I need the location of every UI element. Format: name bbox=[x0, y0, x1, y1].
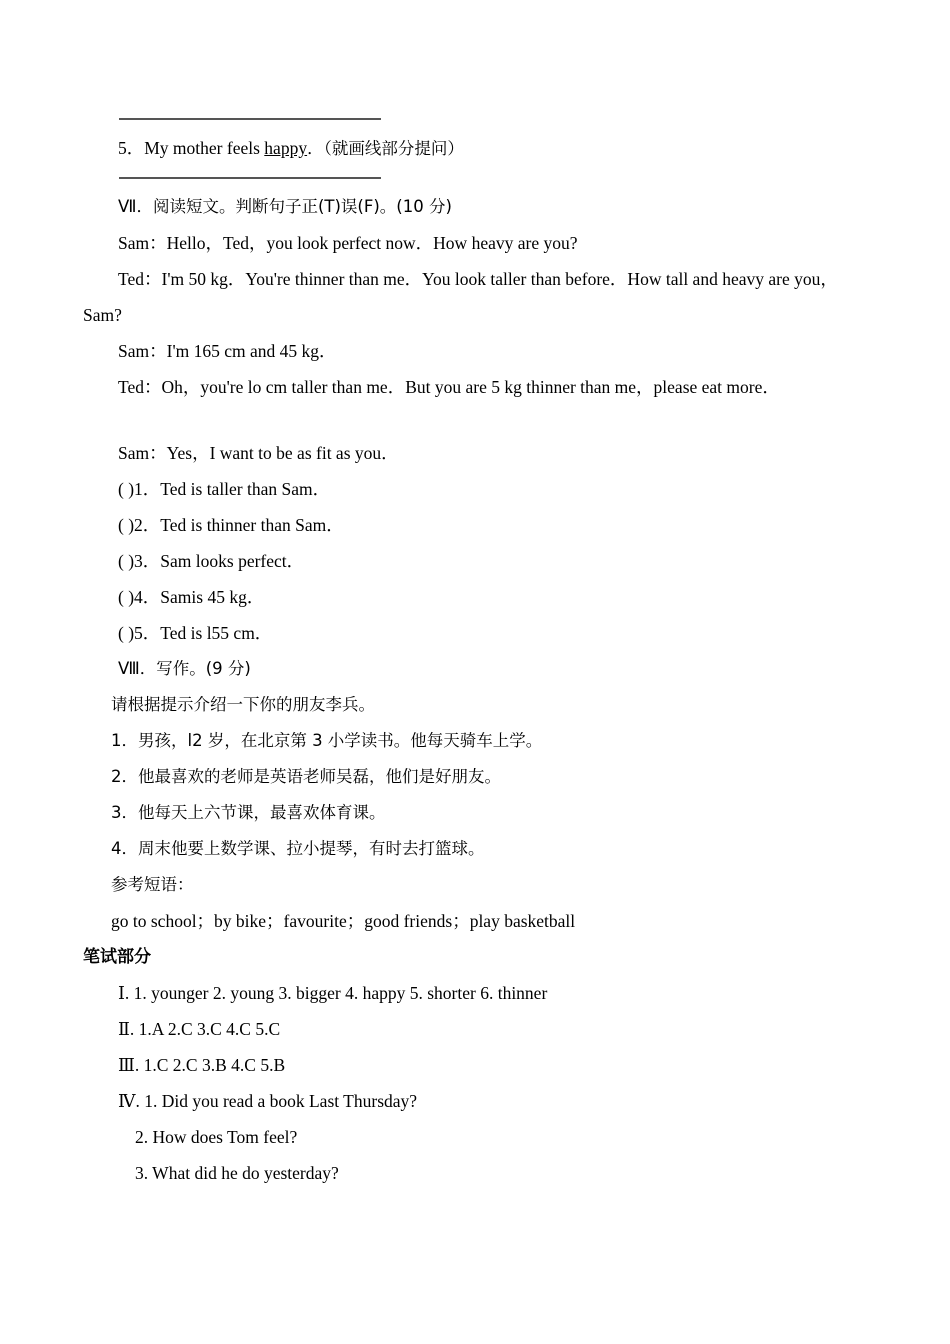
section-8-point-2: 2．他最喜欢的老师是英语老师吴磊，他们是好朋友。 bbox=[111, 767, 501, 786]
dialogue-gap bbox=[83, 405, 873, 435]
answer-line-4: Ⅳ. 1. Did you read a book Last Thursday? bbox=[118, 1091, 418, 1111]
answer-section-heading: 笔试部分 bbox=[83, 947, 151, 967]
dialogue-line-1: Sam：Hello，Ted，you look perfect now．How heavy are you? bbox=[118, 233, 578, 253]
answer-line-3: Ⅲ. 1.C 2.C 3.B 4.C 5.B bbox=[118, 1055, 286, 1075]
dialogue-line-5: Sam：Yes，I want to be as fit as you． bbox=[118, 443, 399, 463]
section-8-heading: Ⅷ．写作。(9 分) bbox=[118, 659, 251, 678]
answer-line-2: Ⅱ. 1.A 2.C 3.C 4.C 5.C bbox=[118, 1019, 281, 1039]
question-5 bbox=[83, 130, 873, 167]
section-8-point-4: 4．周末他要上数学课、拉小提琴，有时去打篮球。 bbox=[111, 839, 485, 858]
tf-item-1[interactable]: ( )1．Ted is taller than Sam． bbox=[118, 479, 331, 499]
section-8-prompt: 请根据提示介绍一下你的朋友李兵。 bbox=[111, 695, 375, 714]
section-8-point-3: 3．他每天上六节课，最喜欢体育课。 bbox=[111, 803, 386, 822]
answer-subline-2: 3. What did he do yesterday? bbox=[135, 1163, 339, 1183]
answer-line-1: Ⅰ. 1. younger 2. young 3. bigger 4. happy 5. shorter 6. thinner bbox=[118, 983, 548, 1003]
tf-item-4[interactable]: ( )4．Samis 45 kg． bbox=[118, 587, 265, 607]
question-5-tail: ．（就画线部分提问） bbox=[307, 139, 464, 158]
answer-subline-1: 2. How does Tom feel? bbox=[135, 1127, 298, 1147]
reference-phrases-label: 参考短语： bbox=[111, 875, 194, 894]
question-5-number: 5． bbox=[118, 138, 145, 158]
reference-phrases: go to school；by bike；favourite；good friends；play basketball bbox=[111, 911, 576, 931]
section-8-point-1: 1．男孩，l2 岁，在北京第 3 小学读书。他每天骑车上学。 bbox=[111, 731, 543, 750]
document-body bbox=[83, 0, 873, 1191]
dialogue-line-4: Ted：Oh，you're lo cm taller than me．But you are 5 kg thinner than me，please eat more． bbox=[118, 377, 780, 397]
tf-item-3[interactable]: ( )3．Sam looks perfect． bbox=[118, 551, 305, 571]
spacer bbox=[83, 120, 873, 130]
question-5-body: My mother feels bbox=[144, 138, 265, 158]
tf-item-5[interactable]: ( )5．Ted is l55 cm． bbox=[118, 623, 273, 643]
dialogue-line-3: Sam：I'm 165 cm and 45 kg． bbox=[118, 341, 337, 361]
question-5-underlined-word: happy bbox=[264, 138, 308, 158]
spacer bbox=[83, 167, 873, 177]
top-margin-spacer bbox=[83, 0, 873, 118]
section-7-heading: Ⅶ．阅读短文。判断句子正(T)误(F)。(10 分) bbox=[118, 197, 452, 216]
tf-item-2[interactable]: ( )2．Ted is thinner than Sam． bbox=[118, 515, 344, 535]
dialogue-line-2: Ted：I'm 50 kg．You're thinner than me．You look taller than before．How tall and heavy are you，Sam? bbox=[83, 269, 838, 325]
spacer bbox=[83, 179, 873, 189]
